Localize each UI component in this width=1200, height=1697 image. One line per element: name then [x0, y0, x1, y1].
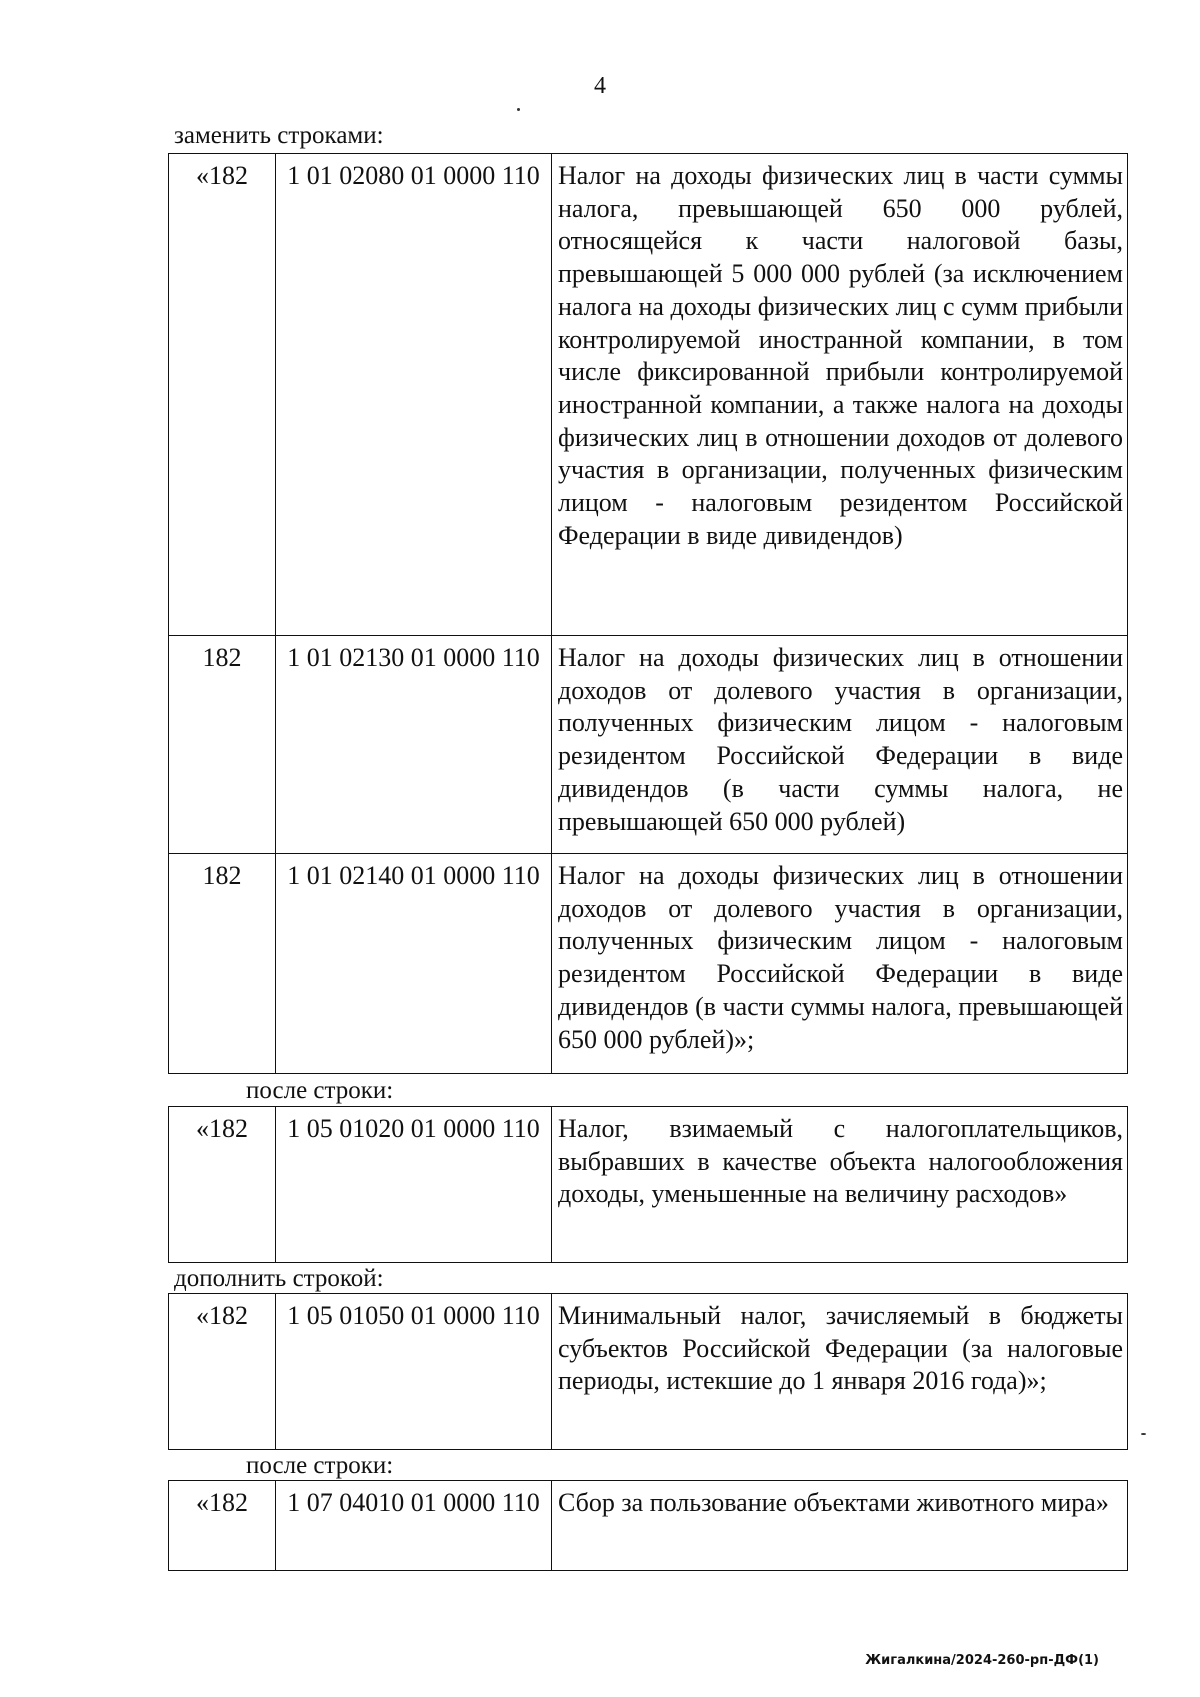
table-after-2 [168, 1480, 1128, 1571]
budget-code-cell: «182 [169, 1481, 276, 1571]
section-label-after: после строки: [246, 1077, 394, 1104]
table-row [169, 636, 1128, 854]
revenue-name-cell: Налог на доходы физических лиц в части суммы налога, превышающей 650 000 рублей, относящейся к части налоговой базы, превышающей 5 000 000 рублей (за исключением налога на доходы физических лиц с сумм прибыли контролируемой иностранной компании, в том числе фиксированной прибыли контролируемой иностранной компании, а также налога на доходы физических лиц в отношении доходов от долевого участия в организации, полученных физическим лицом - налоговым резидентом Российской Федерации в виде дивидендов) [552, 154, 1128, 636]
budget-code-cell: «182 [169, 1107, 276, 1263]
section-label-after: после строки: [246, 1452, 394, 1479]
stray-mark [1141, 1433, 1146, 1435]
budget-code-cell: 182 [169, 636, 276, 854]
budget-code-cell: «182 [169, 154, 276, 636]
kbk-code-cell: 1 05 01050 01 0000 110 [276, 1294, 552, 1450]
section-label-supplement: дополнить строкой: [174, 1265, 384, 1292]
revenue-name-cell: Минимальный налог, зачисляемый в бюджеты субъектов Российской Федерации (за налоговые периоды, истекшие до 1 января 2016 года)»; [552, 1294, 1128, 1450]
document-footer-id: Жигалкина/2024-260-рп-ДФ(1) [865, 1653, 1099, 1668]
revenue-name-cell: Сбор за пользование объектами животного мира» [552, 1481, 1128, 1571]
kbk-code-cell: 1 05 01020 01 0000 110 [276, 1107, 552, 1263]
section-label-replace: заменить строками: [174, 122, 384, 149]
stray-mark [517, 108, 520, 111]
table-row [169, 1481, 1128, 1571]
kbk-code-cell: 1 01 02140 01 0000 110 [276, 854, 552, 1074]
budget-code-cell: «182 [169, 1294, 276, 1450]
table-row [169, 1294, 1128, 1450]
table-after-1 [168, 1106, 1128, 1263]
budget-code-cell: 182 [169, 854, 276, 1074]
kbk-code-cell: 1 01 02130 01 0000 110 [276, 636, 552, 854]
table-row [169, 854, 1128, 1074]
revenue-name-cell: Налог, взимаемый с налогоплательщиков, выбравших в качестве объекта налогообложения доходы, уменьшенные на величину расходов» [552, 1107, 1128, 1263]
kbk-code-cell: 1 01 02080 01 0000 110 [276, 154, 552, 636]
table-row [169, 1107, 1128, 1263]
revenue-name-cell: Налог на доходы физических лиц в отношении доходов от долевого участия в организации, полученных физическим лицом - налоговым резидентом Российской Федерации в виде дивидендов (в части суммы налога, превышающей 650 000 рублей)»; [552, 854, 1128, 1074]
table-supplement [168, 1293, 1128, 1450]
kbk-code-cell: 1 07 04010 01 0000 110 [276, 1481, 552, 1571]
table-row [169, 154, 1128, 636]
table-replace [168, 153, 1128, 1074]
revenue-name-cell: Налог на доходы физических лиц в отношении доходов от долевого участия в организации, полученных физическим лицом - налоговым резидентом Российской Федерации в виде дивидендов (в части суммы налога, не превышающей 650 000 рублей) [552, 636, 1128, 854]
page-number: 4 [594, 73, 606, 99]
